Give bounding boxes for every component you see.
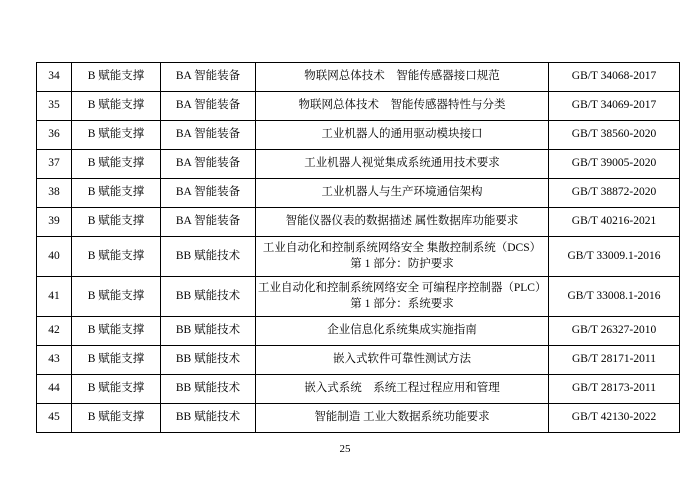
standard-name-line: 企业信息化系统集成实施指南	[327, 324, 477, 337]
cell-index: 41	[37, 277, 72, 317]
cell-standard-name	[256, 317, 549, 346]
cell-standard-code: GB/T 39005-2020	[549, 150, 680, 179]
standard-name-line: 工业机器人与生产环境通信架构	[321, 186, 483, 199]
standard-name-line: 第 1 部分：防护要求	[350, 257, 454, 270]
standard-name-line: 工业自动化和控制系统网络安全 可编程序控制器（PLC）	[258, 282, 547, 295]
cell-standard-code: GB/T 33009.1-2016	[549, 237, 680, 277]
cell-subcategory: BB 赋能技术	[161, 277, 256, 317]
standard-name-line: 物联网总体技术 智能传感器特性与分类	[298, 99, 506, 112]
cell-standard-name	[256, 404, 549, 433]
cell-index: 39	[37, 208, 72, 237]
cell-subcategory: BA 智能装备	[161, 179, 256, 208]
cell-standard-name	[256, 150, 549, 179]
cell-standard-code: GB/T 38872-2020	[549, 179, 680, 208]
cell-standard-name	[256, 375, 549, 404]
cell-category: B 赋能支撑	[72, 208, 161, 237]
cell-standard-name	[256, 121, 549, 150]
cell-category: B 赋能支撑	[72, 277, 161, 317]
standards-table-container	[36, 62, 661, 433]
table-row	[37, 150, 680, 179]
cell-subcategory: BA 智能装备	[161, 208, 256, 237]
cell-index: 36	[37, 121, 72, 150]
table-row	[37, 92, 680, 121]
cell-subcategory: BB 赋能技术	[161, 237, 256, 277]
cell-subcategory: BA 智能装备	[161, 63, 256, 92]
table-row	[37, 208, 680, 237]
cell-category: B 赋能支撑	[72, 317, 161, 346]
cell-standard-name	[256, 237, 549, 277]
cell-index: 35	[37, 92, 72, 121]
table-row	[37, 121, 680, 150]
cell-subcategory: BA 智能装备	[161, 150, 256, 179]
standard-name-line: 第 1 部分：系统要求	[350, 297, 454, 310]
table-row	[37, 237, 680, 277]
cell-standard-name	[256, 92, 549, 121]
cell-category: B 赋能支撑	[72, 375, 161, 404]
standards-table	[36, 62, 680, 433]
cell-category: B 赋能支撑	[72, 346, 161, 375]
cell-category: B 赋能支撑	[72, 237, 161, 277]
cell-subcategory: BB 赋能技术	[161, 346, 256, 375]
table-row	[37, 317, 680, 346]
cell-category: B 赋能支撑	[72, 121, 161, 150]
page-number: 25	[339, 443, 351, 455]
standard-name-line: 智能仪器仪表的数据描述 属性数据库功能要求	[285, 215, 519, 228]
table-row	[37, 375, 680, 404]
cell-category: B 赋能支撑	[72, 92, 161, 121]
cell-standard-code: GB/T 38560-2020	[549, 121, 680, 150]
table-row	[37, 346, 680, 375]
cell-standard-name	[256, 208, 549, 237]
standard-name-line: 嵌入式软件可靠性测试方法	[333, 353, 471, 366]
cell-subcategory: BB 赋能技术	[161, 317, 256, 346]
standards-table-body	[37, 63, 680, 433]
cell-category: B 赋能支撑	[72, 63, 161, 92]
cell-subcategory: BB 赋能技术	[161, 375, 256, 404]
cell-category: B 赋能支撑	[72, 179, 161, 208]
standard-name-line: 工业机器人的通用驱动模块接口	[321, 128, 483, 141]
table-row	[37, 179, 680, 208]
cell-standard-code: GB/T 33008.1-2016	[549, 277, 680, 317]
cell-subcategory: BB 赋能技术	[161, 404, 256, 433]
cell-standard-code: GB/T 26327-2010	[549, 317, 680, 346]
cell-standard-name	[256, 346, 549, 375]
cell-index: 42	[37, 317, 72, 346]
table-row	[37, 63, 680, 92]
cell-standard-name	[256, 179, 549, 208]
table-row	[37, 404, 680, 433]
cell-index: 43	[37, 346, 72, 375]
cell-index: 44	[37, 375, 72, 404]
cell-subcategory: BA 智能装备	[161, 121, 256, 150]
standard-name-line: 智能制造 工业大数据系统功能要求	[314, 411, 490, 424]
cell-index: 37	[37, 150, 72, 179]
cell-category: B 赋能支撑	[72, 404, 161, 433]
standard-name-line: 工业自动化和控制系统网络安全 集散控制系统（DCS）	[262, 242, 542, 254]
cell-standard-name	[256, 63, 549, 92]
cell-index: 38	[37, 179, 72, 208]
cell-standard-code: GB/T 28171-2011	[549, 346, 680, 375]
table-row	[37, 277, 680, 317]
cell-index: 34	[37, 63, 72, 92]
cell-standard-code: GB/T 28173-2011	[549, 375, 680, 404]
standard-name-line: 嵌入式系统 系统工程过程应用和管理	[304, 382, 500, 395]
cell-standard-name	[256, 277, 549, 317]
cell-standard-code: GB/T 40216-2021	[549, 208, 680, 237]
cell-index: 40	[37, 237, 72, 277]
cell-category: B 赋能支撑	[72, 150, 161, 179]
cell-subcategory: BA 智能装备	[161, 92, 256, 121]
cell-index: 45	[37, 404, 72, 433]
standard-name-line: 物联网总体技术 智能传感器接口规范	[304, 70, 500, 83]
cell-standard-code: GB/T 34069-2017	[549, 92, 680, 121]
cell-standard-code: GB/T 34068-2017	[549, 63, 680, 92]
cell-standard-code: GB/T 42130-2022	[549, 404, 680, 433]
standard-name-line: 工业机器人视觉集成系统通用技术要求	[304, 157, 500, 170]
